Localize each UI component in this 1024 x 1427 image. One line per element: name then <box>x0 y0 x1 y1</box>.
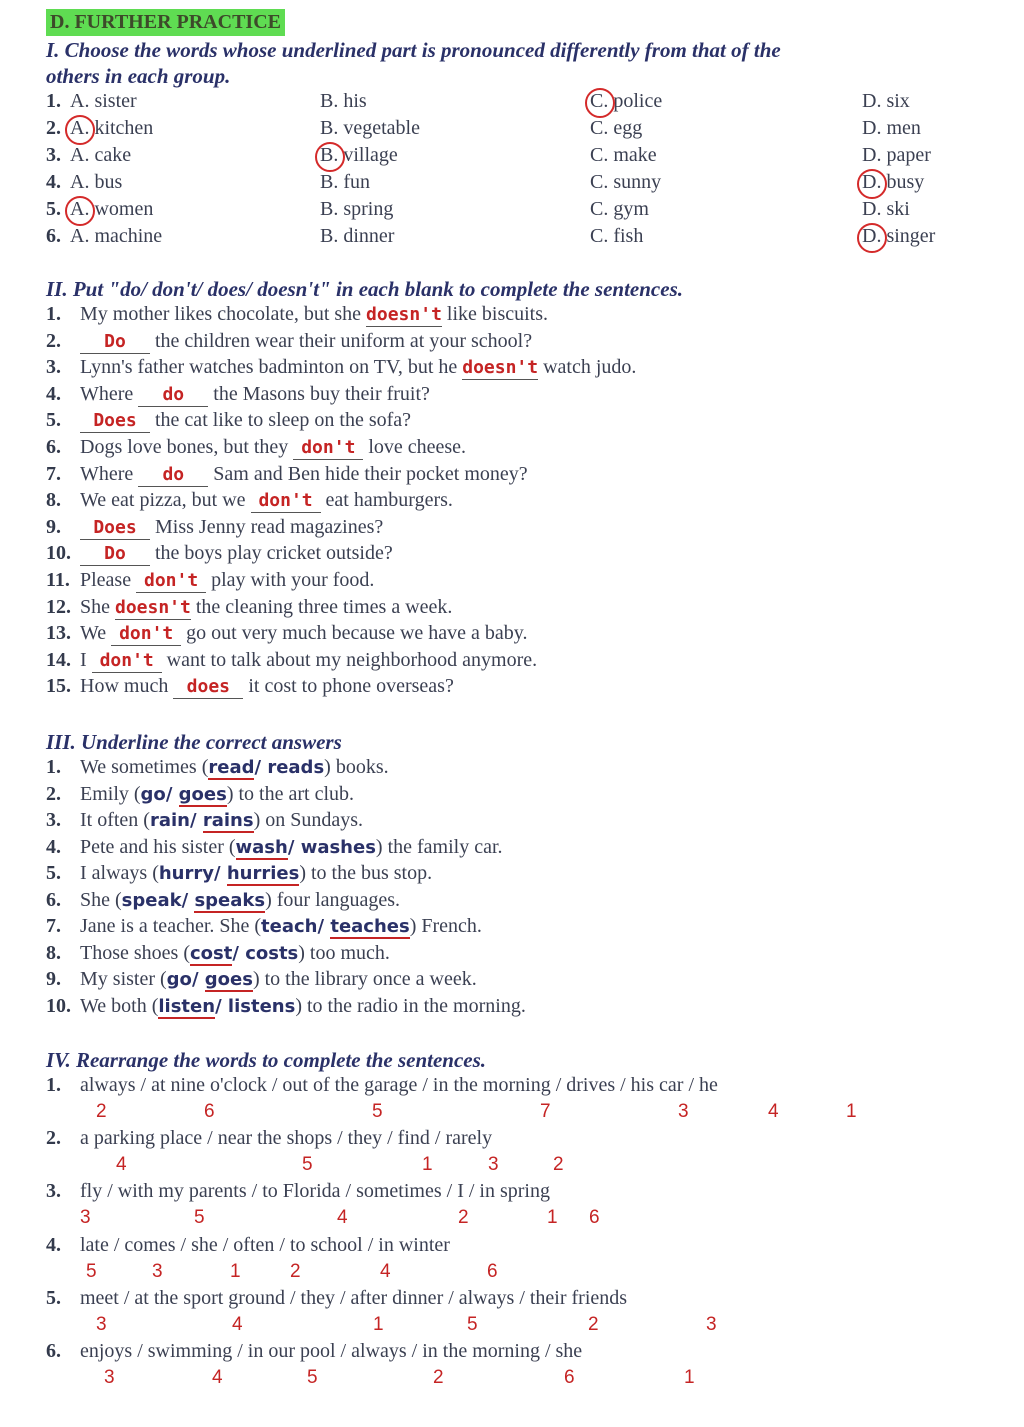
p3-sentence-start: I always ( <box>80 862 159 884</box>
p3-item-number: 8. <box>46 941 61 964</box>
p3-option-separator: / <box>165 783 179 805</box>
p4-order-number: 1 <box>547 1207 558 1229</box>
p3-sentence-start: We sometimes ( <box>80 756 209 778</box>
p4-order-number: 2 <box>553 1154 564 1176</box>
p3-sentence <box>80 836 503 859</box>
p2-sentence <box>80 303 548 327</box>
p2-answer-text: doesn't <box>462 357 539 379</box>
p1-option-b[interactable]: B. dinner <box>320 225 395 247</box>
p2-item-number: 11. <box>46 569 70 591</box>
p1-option-b[interactable]: B. his <box>320 90 367 112</box>
p1-option-a[interactable]: A. bus <box>70 171 123 193</box>
p2-answer-text: doesn't <box>366 304 442 325</box>
p3-sentence <box>80 783 354 806</box>
p2-answer-text: do <box>162 383 185 405</box>
p4-order-number: 4 <box>116 1154 127 1176</box>
p4-order-number: 5 <box>302 1154 313 1176</box>
p2-answer-text: Do <box>104 543 126 565</box>
p2-answer-blank[interactable] <box>115 596 191 620</box>
p1-question-number: 5. <box>46 198 61 220</box>
p4-order-number: 1 <box>373 1313 384 1335</box>
p1-option-c[interactable]: C. police <box>590 90 663 112</box>
p1-option-a[interactable]: A. cake <box>70 144 132 166</box>
p4-item-number: 5. <box>46 1286 61 1309</box>
p2-item-number: 6. <box>46 436 61 458</box>
p4-order-number: 5 <box>467 1313 478 1335</box>
p2-item-number: 12. <box>46 595 71 618</box>
p2-answer-blank[interactable] <box>80 542 150 566</box>
p4-order-number: 4 <box>337 1207 348 1229</box>
p3-sentence-start: It often ( <box>80 809 150 831</box>
p2-sentence-end: the cleaning three times a week. <box>190 595 453 618</box>
p3-item-number: 3. <box>46 809 61 831</box>
p3-option-separator: / <box>317 916 331 937</box>
p2-sentence <box>80 516 383 540</box>
answer-circle-mark <box>65 196 95 226</box>
p4-word-groups: late / comes / she / often / to school / in winter <box>80 1233 450 1256</box>
p2-sentence-end: want to talk about my neighborhood anymore. <box>161 648 538 671</box>
p2-answer-text: do <box>162 463 185 485</box>
p2-item-number: 8. <box>46 489 61 512</box>
p3-option-separator: / <box>213 863 227 884</box>
p3-option-separator: / <box>287 836 301 858</box>
p2-sentence-start: How much <box>80 675 174 698</box>
p2-sentence <box>80 356 636 380</box>
p2-item-number: 4. <box>46 382 61 405</box>
p3-sentence-end: ) to the radio in the morning. <box>295 994 526 1017</box>
p4-order-number: 5 <box>194 1207 205 1229</box>
answer-circle-mark <box>315 142 345 172</box>
p1-question-number: 6. <box>46 225 61 247</box>
p1-option-c[interactable]: C. gym <box>590 198 649 220</box>
p2-sentence-start: Please <box>80 569 137 591</box>
p2-sentence-end: the Masons buy their fruit? <box>208 382 430 405</box>
p4-word-groups: always / at nine o'clock / out of the garage / in the morning / drives / his car / he <box>80 1074 718 1096</box>
p3-sentence-end: ) to the bus stop. <box>299 862 433 884</box>
p2-answer-text: don't <box>301 437 356 458</box>
p3-item-number: 4. <box>46 835 61 858</box>
p4-word-groups: fly / with my parents / to Florida / sometimes / I / in spring <box>80 1180 550 1203</box>
p3-sentence-start: Those shoes ( <box>80 941 190 964</box>
p3-sentence-end: ) French. <box>409 915 482 937</box>
p3-sentence <box>80 915 482 938</box>
p4-order-number: 5 <box>86 1260 97 1282</box>
p2-item-number: 2. <box>46 329 61 352</box>
p2-answer-blank[interactable] <box>92 649 162 673</box>
answer-circle-mark <box>857 223 887 253</box>
answer-circle-mark <box>857 169 887 199</box>
p2-sentence-end: like biscuits. <box>441 303 549 325</box>
p3-sentence <box>80 889 400 912</box>
p2-sentence-start: Where <box>80 462 139 485</box>
p3-option-1[interactable]: listen <box>158 995 216 1017</box>
p2-answer-text: does <box>186 676 230 698</box>
p2-sentence <box>80 596 452 620</box>
p2-sentence-start: We eat pizza, but we <box>80 489 251 512</box>
p1-option-a[interactable]: A. kitchen <box>70 117 154 139</box>
p4-order-number: 1 <box>846 1101 857 1122</box>
p4-item-number: 1. <box>46 1074 61 1096</box>
p2-sentence-end: the children wear their uniform at your school? <box>150 329 533 352</box>
p1-option-d[interactable]: D. paper <box>862 144 931 166</box>
p3-option-2[interactable]: listens <box>227 995 296 1017</box>
p4-order-number: 4 <box>380 1260 391 1282</box>
part2-heading: II. Put "do/ don't/ does/ doesn't" in each blank to complete the sentences. <box>46 277 683 301</box>
p2-sentence-start: We <box>80 622 112 645</box>
p4-item-number: 2. <box>46 1127 61 1150</box>
p1-option-c[interactable]: C. sunny <box>590 171 662 193</box>
p3-option-2[interactable]: teaches <box>330 916 410 937</box>
p4-order-number: 3 <box>678 1101 689 1122</box>
p2-sentence-start: She <box>80 595 115 618</box>
p2-item-number: 15. <box>46 675 71 698</box>
p3-option-separator: / <box>181 889 195 911</box>
p1-option-b[interactable]: B. fun <box>320 171 370 193</box>
p2-item-number: 5. <box>46 409 61 432</box>
p3-sentence-start: Pete and his sister ( <box>80 835 236 858</box>
p4-order-number: 2 <box>588 1313 599 1335</box>
p2-sentence-end: eat hamburgers. <box>320 489 453 512</box>
p4-order-number: 7 <box>540 1101 551 1122</box>
p2-answer-blank[interactable] <box>251 489 321 513</box>
p4-order-number: 6 <box>564 1367 575 1388</box>
p2-sentence <box>80 649 537 673</box>
p2-answer-blank[interactable] <box>136 569 206 593</box>
answer-circle-mark <box>585 88 615 118</box>
p3-option-2[interactable]: costs <box>245 942 299 964</box>
p2-sentence-end: it cost to phone overseas? <box>243 675 454 698</box>
p3-sentence-start: We both ( <box>80 994 159 1017</box>
p2-item-number: 3. <box>46 356 61 379</box>
p1-question-number: 1. <box>46 90 61 112</box>
p1-question-number: 2. <box>46 117 61 139</box>
p3-option-1[interactable]: read <box>208 757 255 778</box>
p4-order-number: 5 <box>372 1101 383 1122</box>
p3-option-2[interactable]: goes <box>204 969 253 990</box>
p4-order-number: 1 <box>684 1367 695 1388</box>
p3-sentence <box>80 995 526 1018</box>
p4-order-number: 3 <box>152 1260 163 1282</box>
p2-item-number: 1. <box>46 303 61 325</box>
p3-item-number: 6. <box>46 888 61 911</box>
p3-option-1[interactable]: go <box>166 969 192 990</box>
p3-option-1[interactable]: cost <box>189 942 233 964</box>
p3-option-2[interactable]: goes <box>178 783 227 805</box>
p2-answer-blank[interactable] <box>462 356 538 380</box>
p2-sentence-end: Miss Jenny read magazines? <box>150 515 384 538</box>
p4-order-number: 2 <box>458 1207 469 1229</box>
part1-heading-line1: I. Choose the words whose underlined part is pronounced differently from that of the <box>46 38 781 62</box>
p3-sentence-end: ) to the art club. <box>226 782 355 805</box>
p2-answer-blank[interactable] <box>138 383 208 407</box>
p4-order-number: 3 <box>80 1207 91 1229</box>
p3-sentence-end: ) on Sundays. <box>253 809 364 831</box>
p1-question-number: 3. <box>46 144 61 166</box>
p4-order-number: 2 <box>433 1367 444 1388</box>
p3-sentence-end: ) books. <box>324 756 389 778</box>
p2-sentence-start: Lynn's father watches badminton on TV, but he <box>80 356 463 379</box>
part3-heading: III. Underline the correct answers <box>46 730 342 754</box>
p3-option-1[interactable]: speak <box>121 889 182 911</box>
p2-answer-text: don't <box>99 649 154 671</box>
p4-word-groups: meet / at the sport ground / they / after dinner / always / their friends <box>80 1286 628 1309</box>
p2-answer-blank[interactable] <box>293 436 363 460</box>
p1-option-b[interactable]: B. spring <box>320 198 394 220</box>
p4-order-number: 3 <box>104 1367 115 1388</box>
p2-sentence-start: Dogs love bones, but they <box>80 436 294 458</box>
p1-option-a[interactable]: A. sister <box>70 90 137 112</box>
answer-circle-mark <box>65 115 95 145</box>
p3-option-separator: / <box>215 995 228 1017</box>
p2-sentence-end: watch judo. <box>538 356 637 379</box>
p3-option-separator: / <box>232 942 246 964</box>
p3-option-separator: / <box>191 969 205 990</box>
p3-sentence <box>80 942 390 965</box>
p2-answer-text: Does <box>93 516 137 538</box>
p2-answer-text: Does <box>93 410 137 432</box>
p4-order-number: 1 <box>230 1260 241 1282</box>
p2-sentence <box>80 463 528 487</box>
p1-option-d[interactable]: D. men <box>862 117 921 139</box>
p2-answer-blank[interactable] <box>80 409 150 433</box>
p4-order-number: 6 <box>487 1260 498 1282</box>
p2-answer-text: doesn't <box>115 596 191 618</box>
p4-word-groups: a parking place / near the shops / they / find / rarely <box>80 1127 493 1150</box>
p2-answer-blank[interactable] <box>173 675 243 699</box>
p1-option-d[interactable]: D. singer <box>862 225 936 247</box>
p2-sentence <box>80 383 430 407</box>
p4-order-number: 2 <box>96 1101 107 1122</box>
p2-sentence-end: the boys play cricket outside? <box>150 542 393 565</box>
p3-item-number: 2. <box>46 782 61 805</box>
p2-sentence-start: I <box>80 648 92 671</box>
p2-item-number: 10. <box>46 542 71 565</box>
p1-option-c[interactable]: C. egg <box>590 117 643 139</box>
p2-sentence-end: go out very much because we have a baby. <box>181 622 528 645</box>
p1-option-d[interactable]: D. six <box>862 90 910 112</box>
p3-sentence-end: ) to the library once a week. <box>252 968 477 990</box>
p1-option-d[interactable]: D. busy <box>862 171 925 193</box>
p2-item-number: 14. <box>46 648 71 671</box>
p4-order-number: 6 <box>204 1101 215 1122</box>
p1-question-number: 4. <box>46 171 61 193</box>
p2-sentence-end: play with your food. <box>206 569 375 591</box>
p2-answer-blank[interactable] <box>111 622 181 646</box>
p2-sentence-end: the cat like to sleep on the sofa? <box>150 409 412 432</box>
p2-sentence-end: love cheese. <box>363 436 467 458</box>
p3-item-number: 9. <box>46 968 61 990</box>
p4-order-number: 1 <box>422 1154 433 1176</box>
p2-sentence <box>80 542 393 566</box>
p4-item-number: 6. <box>46 1340 61 1362</box>
p3-option-2[interactable]: rains <box>202 810 254 831</box>
p4-order-number: 3 <box>96 1313 107 1335</box>
p2-item-number: 9. <box>46 515 61 538</box>
p1-option-c[interactable]: C. fish <box>590 225 644 247</box>
p3-option-1[interactable]: go <box>140 783 166 805</box>
p2-sentence <box>80 489 453 513</box>
p4-item-number: 4. <box>46 1233 61 1256</box>
p2-answer-text: don't <box>119 623 174 645</box>
p4-order-number: 3 <box>706 1313 717 1335</box>
p3-option-separator: / <box>190 810 203 831</box>
p2-sentence <box>80 330 532 354</box>
p3-option-1[interactable]: rain <box>149 810 190 831</box>
p4-order-number: 3 <box>488 1154 499 1176</box>
p2-sentence <box>80 675 454 699</box>
p2-answer-blank[interactable] <box>138 463 208 487</box>
p3-sentence <box>80 756 389 779</box>
p2-answer-blank[interactable] <box>80 516 150 540</box>
p2-answer-blank[interactable] <box>80 330 150 354</box>
p2-answer-text: Do <box>104 330 126 352</box>
p3-option-2[interactable]: reads <box>267 757 325 778</box>
p3-sentence-start: Jane is a teacher. She ( <box>80 915 262 937</box>
p3-item-number: 1. <box>46 756 61 778</box>
part1-heading-line2: others in each group. <box>46 64 231 88</box>
p3-sentence <box>80 968 477 991</box>
p4-order-number: 4 <box>768 1101 779 1122</box>
p1-option-b[interactable]: B. vegetable <box>320 117 420 139</box>
part4-heading: IV. Rearrange the words to complete the sentences. <box>46 1048 487 1072</box>
p1-option-b[interactable]: B. village <box>320 144 398 166</box>
p2-sentence-end: Sam and Ben hide their pocket money? <box>208 462 528 485</box>
p3-sentence-end: ) the family car. <box>375 835 503 858</box>
p2-answer-blank[interactable] <box>366 303 442 327</box>
p3-item-number: 10. <box>46 994 71 1017</box>
section-title: D. FURTHER PRACTICE <box>46 9 285 36</box>
p2-answer-text: don't <box>258 490 313 512</box>
p3-option-2[interactable]: washes <box>300 836 376 858</box>
p3-item-number: 7. <box>46 915 61 937</box>
p4-order-number: 4 <box>212 1367 223 1388</box>
p3-option-1[interactable]: teach <box>261 916 318 937</box>
p2-sentence-start: My mother likes chocolate, but she <box>80 303 367 325</box>
p2-sentence <box>80 436 466 460</box>
p3-sentence <box>80 809 363 832</box>
p3-option-separator: / <box>254 757 268 778</box>
p2-sentence <box>80 409 411 433</box>
p3-sentence-start: She ( <box>80 888 122 911</box>
p3-sentence-end: ) four languages. <box>265 888 401 911</box>
p4-word-groups: enjoys / swimming / in our pool / always / in the morning / she <box>80 1340 583 1362</box>
p3-item-number: 5. <box>46 862 61 884</box>
p3-option-2[interactable]: hurries <box>226 863 300 884</box>
p4-order-number: 2 <box>290 1260 301 1282</box>
p4-order-number: 4 <box>232 1313 243 1335</box>
p3-sentence <box>80 862 432 885</box>
p4-order-number: 5 <box>307 1367 318 1388</box>
p3-option-1[interactable]: hurry <box>158 863 214 884</box>
p2-item-number: 13. <box>46 622 71 645</box>
p1-option-d[interactable]: D. ski <box>862 198 910 220</box>
p2-sentence-start: Where <box>80 382 139 405</box>
p3-option-1[interactable]: wash <box>235 836 288 858</box>
p3-sentence-start: My sister ( <box>80 968 167 990</box>
p3-sentence-end: ) too much. <box>298 941 390 964</box>
p1-option-c[interactable]: C. make <box>590 144 657 166</box>
p2-sentence <box>80 622 528 646</box>
p1-option-a[interactable]: A. machine <box>70 225 163 247</box>
p3-option-2[interactable]: speaks <box>194 889 266 911</box>
p2-answer-text: don't <box>144 570 199 591</box>
p1-option-a[interactable]: A. women <box>70 198 154 220</box>
p3-sentence-start: Emily ( <box>80 782 141 805</box>
p2-sentence <box>80 569 374 593</box>
p2-item-number: 7. <box>46 462 61 485</box>
p4-item-number: 3. <box>46 1180 61 1203</box>
p4-order-number: 6 <box>589 1207 600 1229</box>
